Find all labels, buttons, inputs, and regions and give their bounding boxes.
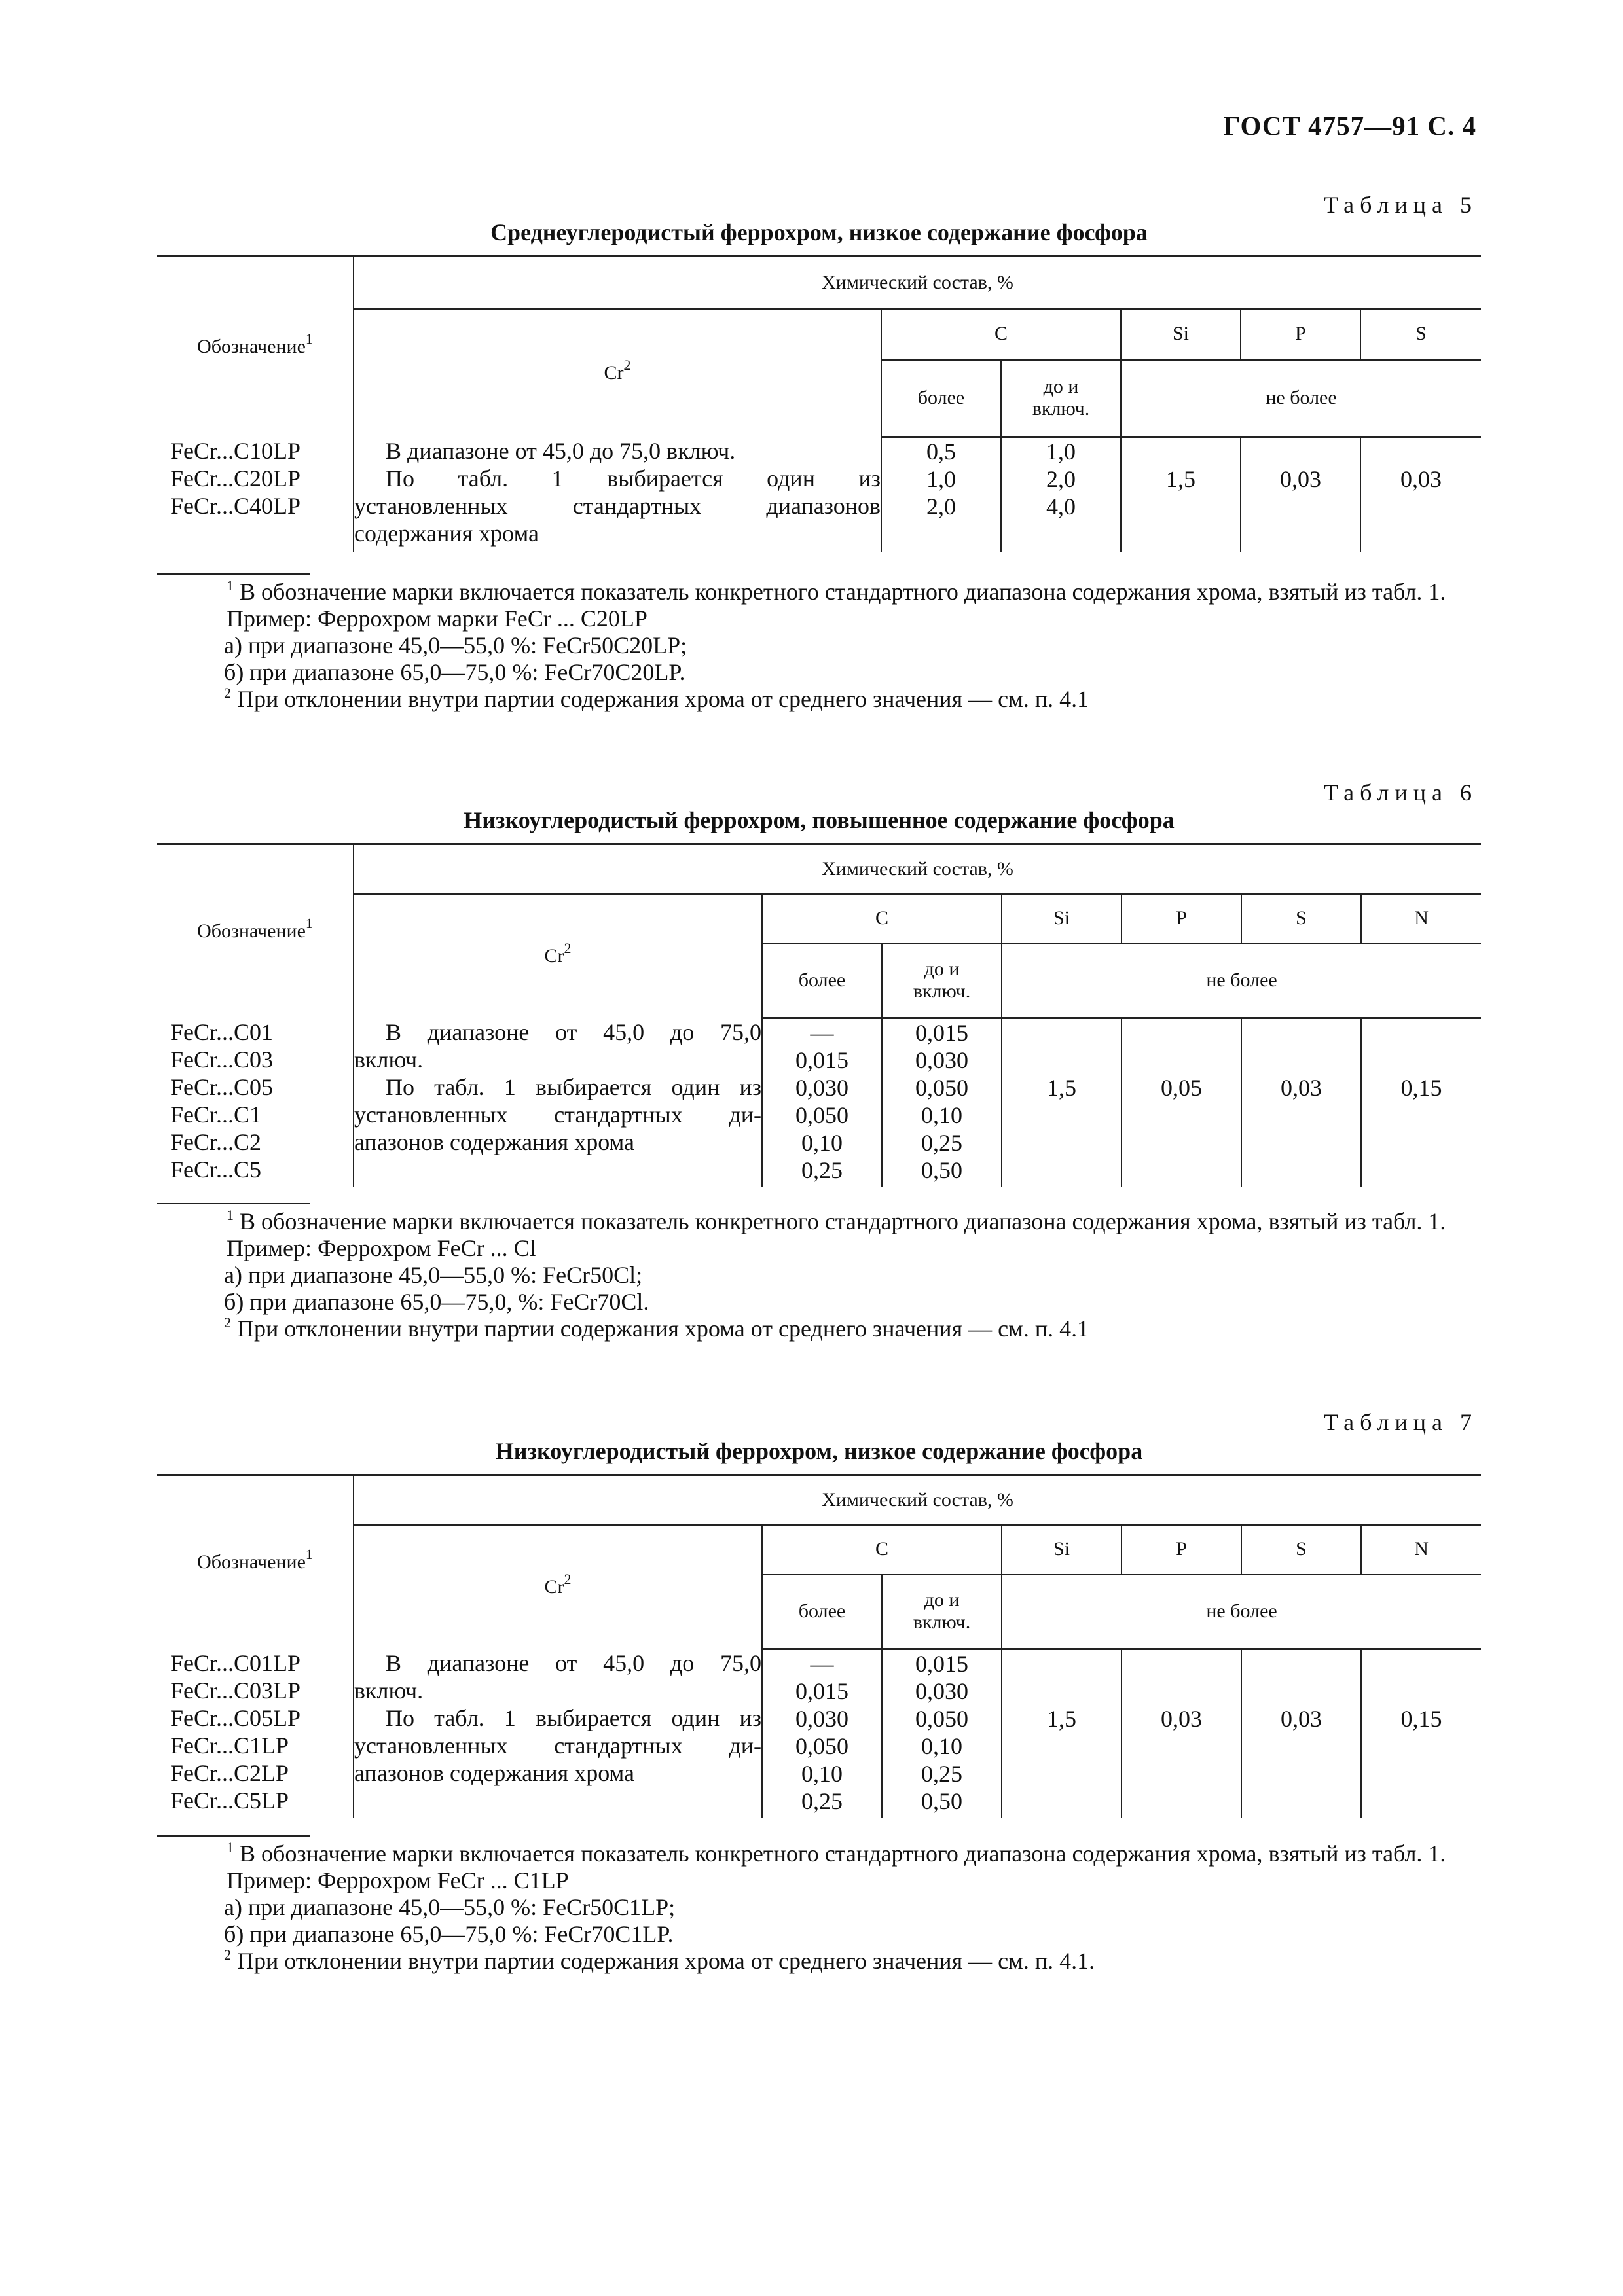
col-c: C [881, 309, 1121, 360]
col-s: S [1241, 894, 1361, 944]
col-chem-composition: Химический состав, % [354, 257, 1481, 309]
s-value: 0,03 [1360, 437, 1481, 552]
p-value: 0,03 [1122, 1649, 1241, 1818]
table7-footnotes: $^1$ В обозначение марки включается показатель конкретного стандартного диапазона содержания хрома, взятый из табл. 1. Пример: Феррохром FeCr ... C1LP а) при диапазоне 45,0—55,0 %: FeCr50C1LP; б) при диапазоне 65,0—75,0 %: FeCr70C1LP. $^2$ При отклонении внутри партии содержания хрома от среднего значения — см. п. 4.1. [224, 1839, 1446, 1974]
col-nomore: не более [1002, 944, 1481, 1018]
si-value: 1,5 [1121, 437, 1241, 552]
col-chem-composition: Химический состав, % [354, 844, 1481, 894]
c-more-values: — 0,015 0,030 0,050 0,10 0,25 [762, 1018, 882, 1187]
col-si: Si [1002, 1525, 1122, 1575]
col-cr: Cr$^2$ [354, 1525, 762, 1649]
table6-title: Низкоуглеродистый феррохром, повышенное содержание фосфора [464, 807, 1175, 833]
table5 [157, 255, 1481, 552]
col-nomore: не более [1002, 1575, 1481, 1649]
c-more-values: 0,5 1,0 2,0 [881, 437, 1001, 552]
footnote-rule [157, 1203, 310, 1204]
col-s: S [1241, 1525, 1361, 1575]
table5-number: Таблица 5 [1324, 192, 1478, 218]
col-designation: Обозначение$^1$ [157, 1475, 354, 1649]
grade-list: FeCr...C01LP FeCr...C03LP FeCr...C05LP FeCr...C1LP FeCr...C2LP FeCr...C5LP [170, 1649, 301, 1814]
col-nomore: не более [1121, 360, 1481, 437]
col-c-upto: до и включ. [1001, 360, 1121, 437]
s-value: 0,03 [1241, 1018, 1361, 1187]
c-upto-values: 0,015 0,030 0,050 0,10 0,25 0,50 [882, 1018, 1002, 1187]
table5-title: Среднеуглеродистый феррохром, низкое содержание фосфора [490, 219, 1148, 245]
table6 [157, 843, 1481, 1187]
p-value: 0,05 [1122, 1018, 1241, 1187]
table6-footnotes: $^1$ В обозначение марки включается показатель конкретного стандартного диапазона содержания хрома, взятый из табл. 1. Пример: Феррохром FeCr ... Cl а) при диапазоне 45,0—55,0 %: FeCr50Cl; б) при диапазоне 65,0—75,0, %: FeCr70Cl. $^2$ При отклонении внутри партии содержания хрома от среднего значения — см. п. 4.1 [224, 1207, 1446, 1342]
col-si: Si [1121, 309, 1241, 360]
table5-footnotes: $^1$ В обозначение марки включается показатель конкретного стандартного диапазона содержания хрома, взятый из табл. 1. Пример: Феррохром марки FeCr ... C20LP а) при диапазоне 45,0—55,0 %: FeCr50C20LP; б) при диапазоне 65,0—75,0 %: FeCr70C20LP. $^2$ При отклонении внутри партии содержания хрома от среднего значения — см. п. 4.1 [224, 577, 1446, 712]
si-value: 1,5 [1002, 1649, 1122, 1818]
col-c-more: более [762, 1575, 882, 1649]
col-p: P [1122, 1525, 1241, 1575]
col-n: N [1361, 894, 1481, 944]
cr-description: В диапазоне от 45,0 до 75,0 включ. По табл. 1 выбирается один из установленных стандартных ди- апазонов содержания хрома [354, 1649, 762, 1818]
col-c: C [762, 1525, 1002, 1575]
c-upto-values: 0,015 0,030 0,050 0,10 0,25 0,50 [882, 1649, 1002, 1818]
grade-list: FeCr...C10LP FeCr...C20LP FeCr...C40LP [170, 437, 301, 519]
col-designation: Обозначение$^1$ [157, 844, 354, 1018]
col-chem-composition: Химический состав, % [354, 1475, 1481, 1525]
footnote-rule [157, 573, 310, 575]
s-value: 0,03 [1241, 1649, 1361, 1818]
col-cr: Cr$^2$ [354, 309, 881, 437]
col-n: N [1361, 1525, 1481, 1575]
table7-title: Низкоуглеродистый феррохром, низкое содержание фосфора [495, 1438, 1143, 1464]
table7-number: Таблица 7 [1324, 1409, 1478, 1435]
p-value: 0,03 [1241, 437, 1360, 552]
grade-list: FeCr...C01 FeCr...C03 FeCr...C05 FeCr...C1 FeCr...C2 FeCr...C5 [170, 1018, 274, 1183]
footnote-rule [157, 1835, 310, 1837]
col-c-more: более [881, 360, 1001, 437]
col-c-more: более [762, 944, 882, 1018]
col-s: S [1360, 309, 1481, 360]
col-si: Si [1002, 894, 1122, 944]
cr-description: В диапазоне от 45,0 до 75,0 включ. По табл. 1 выбирается один из установленных стандартных диапазонов содержания хрома [354, 437, 881, 552]
col-c-upto: до и включ. [882, 1575, 1002, 1649]
page-header: ГОСТ 4757—91 С. 4 [1223, 111, 1476, 141]
n-value: 0,15 [1361, 1018, 1481, 1187]
col-cr: Cr$^2$ [354, 894, 762, 1018]
col-c-upto: до и включ. [882, 944, 1002, 1018]
cr-description: В диапазоне от 45,0 до 75,0 включ. По табл. 1 выбирается один из установленных стандартных ди- апазонов содержания хрома [354, 1018, 762, 1187]
col-c: C [762, 894, 1002, 944]
col-p: P [1122, 894, 1241, 944]
si-value: 1,5 [1002, 1018, 1122, 1187]
col-designation: Обозначение$^1$ [157, 257, 354, 437]
table6-number: Таблица 6 [1324, 780, 1478, 806]
c-upto-values: 1,0 2,0 4,0 [1001, 437, 1121, 552]
c-more-values: — 0,015 0,030 0,050 0,10 0,25 [762, 1649, 882, 1818]
n-value: 0,15 [1361, 1649, 1481, 1818]
table7 [157, 1474, 1481, 1818]
col-p: P [1241, 309, 1360, 360]
